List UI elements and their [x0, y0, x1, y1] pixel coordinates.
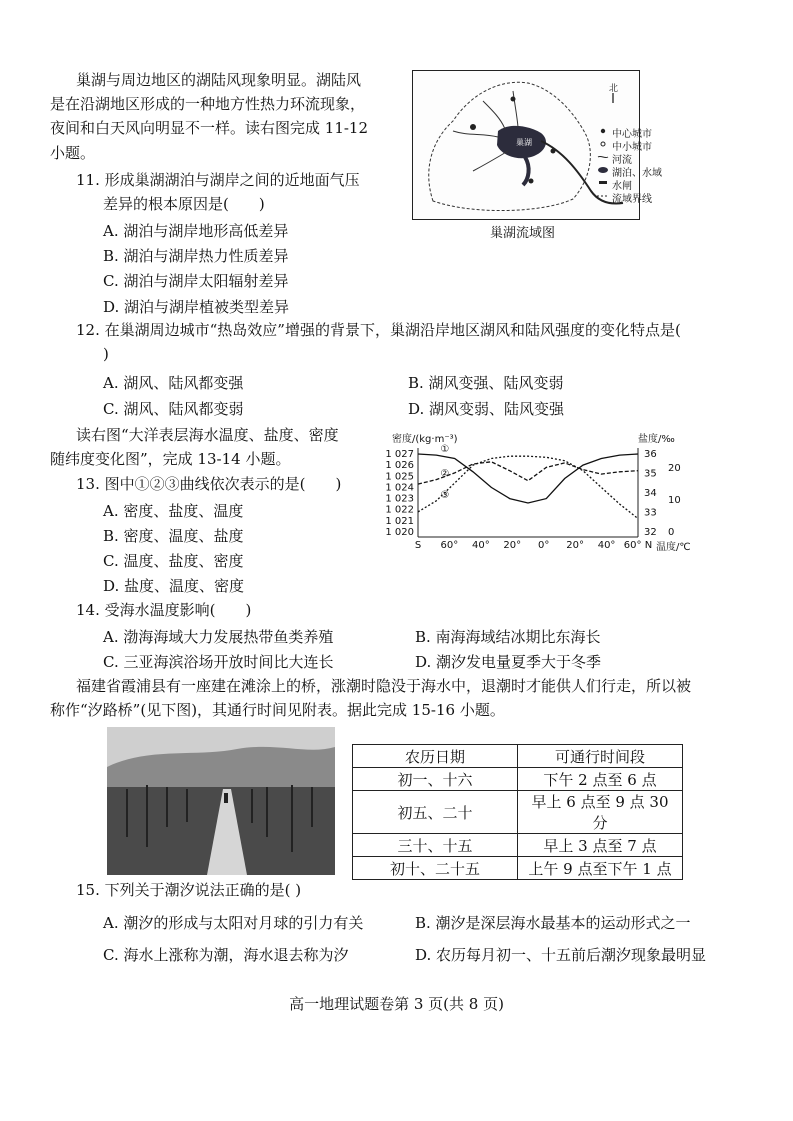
table-header-row [353, 745, 683, 768]
intro-chaohu-line3: 夜间和白天风向明显不一样。读右图完成 11-12 [50, 119, 369, 137]
chaohu-basin-map [412, 70, 662, 220]
tide-table [352, 744, 683, 880]
table-cell: 早上 6 点至 9 点 30 分 [518, 791, 683, 834]
left-axis-label: 密度/(kg·m⁻³) [392, 434, 458, 445]
series-label: ② [440, 468, 450, 480]
table-header-time: 可通行时间段 [518, 745, 683, 768]
map-caption: 巢湖流域图 [490, 226, 556, 241]
intro-chaohu-line2: 是在沿湖地区形成的一种地方性热力环流现象， [50, 95, 366, 113]
central-city-icon [601, 129, 605, 133]
series-line [418, 454, 638, 503]
x-tick-label: 60° N [623, 540, 653, 551]
series-line [418, 462, 638, 484]
left-tick-label: 1 025 [385, 471, 414, 483]
series-label: ① [440, 444, 450, 456]
q15-stem: 15. 下列关于潮汐说法正确的是( ) [76, 881, 302, 899]
q12-option-a[interactable]: A. 湖风、陆风都变强 [103, 374, 244, 392]
temperature-tick-label: 0 [668, 527, 675, 538]
intro-ocean-line1: 读右图“大洋表层海水温度、盐度、密度 [76, 426, 339, 444]
left-tick-label: 1 027 [385, 449, 414, 460]
intro-bridge-line1: 福建省霞浦县有一座建在滩涂上的桥，涨潮时隐没于海水中，退潮时才能供人们行走，所以被 [76, 677, 692, 695]
bridge-photo-drawing [107, 727, 335, 875]
q15-option-a[interactable]: A. 潮汐的形成与太阳对月球的引力有关 [103, 914, 364, 932]
q14-stem: 14. 受海水温度影响( ) [76, 601, 252, 619]
left-tick-label: 1 023 [385, 493, 414, 505]
q11-stem-line1: 11. 形成巢湖湖泊与湖岸之间的近地面气压 [76, 171, 360, 189]
legend-sluice: 水闸 [612, 181, 632, 192]
table-row [353, 834, 683, 857]
x-tick-label: 40° [471, 540, 490, 551]
intro-ocean-line2: 随纬度变化图”，完成 13-14 小题。 [50, 450, 291, 468]
small-city-icon [601, 142, 605, 146]
sluice-icon [599, 181, 607, 184]
left-tick-label: 1 020 [385, 527, 414, 538]
table-row [353, 768, 683, 791]
table-cell: 初五、二十 [353, 791, 518, 834]
q14-option-a[interactable]: A. 渤海海域大力发展热带鱼类养殖 [103, 628, 334, 646]
legend-small-city: 中小城市 [612, 142, 652, 153]
legend-lake: 湖泊、水域 [612, 168, 662, 179]
temperature-tick-label: 20 [668, 463, 681, 474]
salinity-tick-label: 33 [644, 507, 657, 519]
left-tick-label: 1 021 [385, 515, 414, 527]
x-tick-label: 40° [597, 540, 616, 551]
q13-option-d[interactable]: D. 盐度、温度、密度 [103, 577, 245, 595]
table-cell: 三十、十五 [353, 834, 518, 857]
table-cell: 上午 9 点至下午 1 点 [518, 857, 683, 880]
salinity-tick-label: 34 [644, 488, 657, 499]
left-tick-label: 1 024 [385, 482, 414, 494]
left-tick-label: 1 022 [385, 504, 414, 516]
legend-river: 河流 [612, 155, 632, 166]
table-row [353, 857, 683, 880]
q11-option-a[interactable]: A. 湖泊与湖岸地形高低差异 [103, 222, 289, 240]
left-tick-label: 1 026 [385, 460, 414, 472]
x-tick-label: 20° [566, 540, 585, 551]
salinity-tick-label: 36 [644, 449, 657, 460]
q14-option-b[interactable]: B. 南海海域结冰期比东海长 [415, 628, 601, 646]
table-header-date: 农历日期 [353, 745, 518, 768]
legend-central-city: 中心城市 [612, 129, 652, 140]
q15-option-d[interactable]: D. 农历每月初一、十五前后潮汐现象最明显 [415, 946, 707, 964]
q12-option-b[interactable]: B. 湖风变强、陆风变弱 [408, 374, 564, 392]
x-tick-label: 20° [503, 540, 522, 551]
bridge-photo [107, 727, 335, 875]
river-icon [598, 156, 608, 157]
lake-label: 巢湖 [516, 138, 532, 147]
x-tick-label: S [414, 540, 422, 551]
table-cell: 早上 3 点至 7 点 [518, 834, 683, 857]
ocean-chart [378, 432, 700, 554]
q12-option-d[interactable]: D. 湖风变弱、陆风变强 [408, 400, 565, 418]
q13-option-a[interactable]: A. 密度、盐度、温度 [103, 502, 244, 520]
temperature-tick-label: 10 [668, 495, 681, 506]
salinity-tick-label: 32 [644, 527, 657, 538]
table-cell: 初十、二十五 [353, 857, 518, 880]
q11-stem-line2: 差异的根本原因是( ) [103, 195, 265, 213]
salinity-tick-label: 35 [644, 468, 657, 480]
q15-option-b[interactable]: B. 潮汐是深层海水最基本的运动形式之一 [415, 914, 691, 932]
q13-option-b[interactable]: B. 密度、温度、盐度 [103, 527, 244, 545]
q15-option-c[interactable]: C. 海水上涨称为潮，海水退去称为汐 [103, 946, 349, 964]
north-label: 北 [609, 84, 619, 94]
salinity-axis-label: 盐度/‰ [638, 434, 675, 445]
q12-stem-line1: 12. 在巢湖周边城市“热岛效应”增强的背景下，巢湖沿岸地区湖风和陆风强度的变化特点是( [76, 321, 681, 339]
lake-icon [598, 167, 608, 173]
x-tick-label: 0° [538, 540, 550, 551]
map-drawing [413, 71, 639, 219]
q14-option-c[interactable]: C. 三亚海滨浴场开放时间比大连长 [103, 653, 334, 671]
legend-boundary: 流域界线 [612, 194, 652, 205]
page-footer: 高一地理试题卷第 3 页(共 8 页) [289, 995, 504, 1013]
series-line [418, 456, 638, 518]
q13-stem: 13. 图中①②③曲线依次表示的是( ) [76, 475, 342, 493]
q11-option-b[interactable]: B. 湖泊与湖岸热力性质差异 [103, 247, 289, 265]
q11-option-d[interactable]: D. 湖泊与湖岸植被类型差异 [103, 298, 290, 316]
q12-option-c[interactable]: C. 湖风、陆风都变弱 [103, 400, 244, 418]
table-row [353, 791, 683, 834]
q14-option-d[interactable]: D. 潮汐发电量夏季大于冬季 [415, 653, 602, 671]
q11-option-c[interactable]: C. 湖泊与湖岸太阳辐射差异 [103, 272, 289, 290]
q12-stem-line2: ) [103, 345, 109, 363]
series-label: ③ [440, 489, 450, 501]
intro-chaohu-line4: 小题。 [50, 144, 96, 162]
table-cell: 下午 2 点至 6 点 [518, 768, 683, 791]
intro-bridge-line2: 称作“汐路桥”(见下图)，其通行时间见附表。据此完成 15-16 小题。 [50, 701, 505, 719]
temperature-axis-label: 温度/℃ [656, 542, 691, 553]
q13-option-c[interactable]: C. 温度、盐度、密度 [103, 552, 244, 570]
intro-chaohu-line1: 巢湖与周边地区的湖陆风现象明显。湖陆风 [76, 71, 362, 89]
x-tick-label: 60° [440, 540, 459, 551]
table-cell: 初一、十六 [353, 768, 518, 791]
